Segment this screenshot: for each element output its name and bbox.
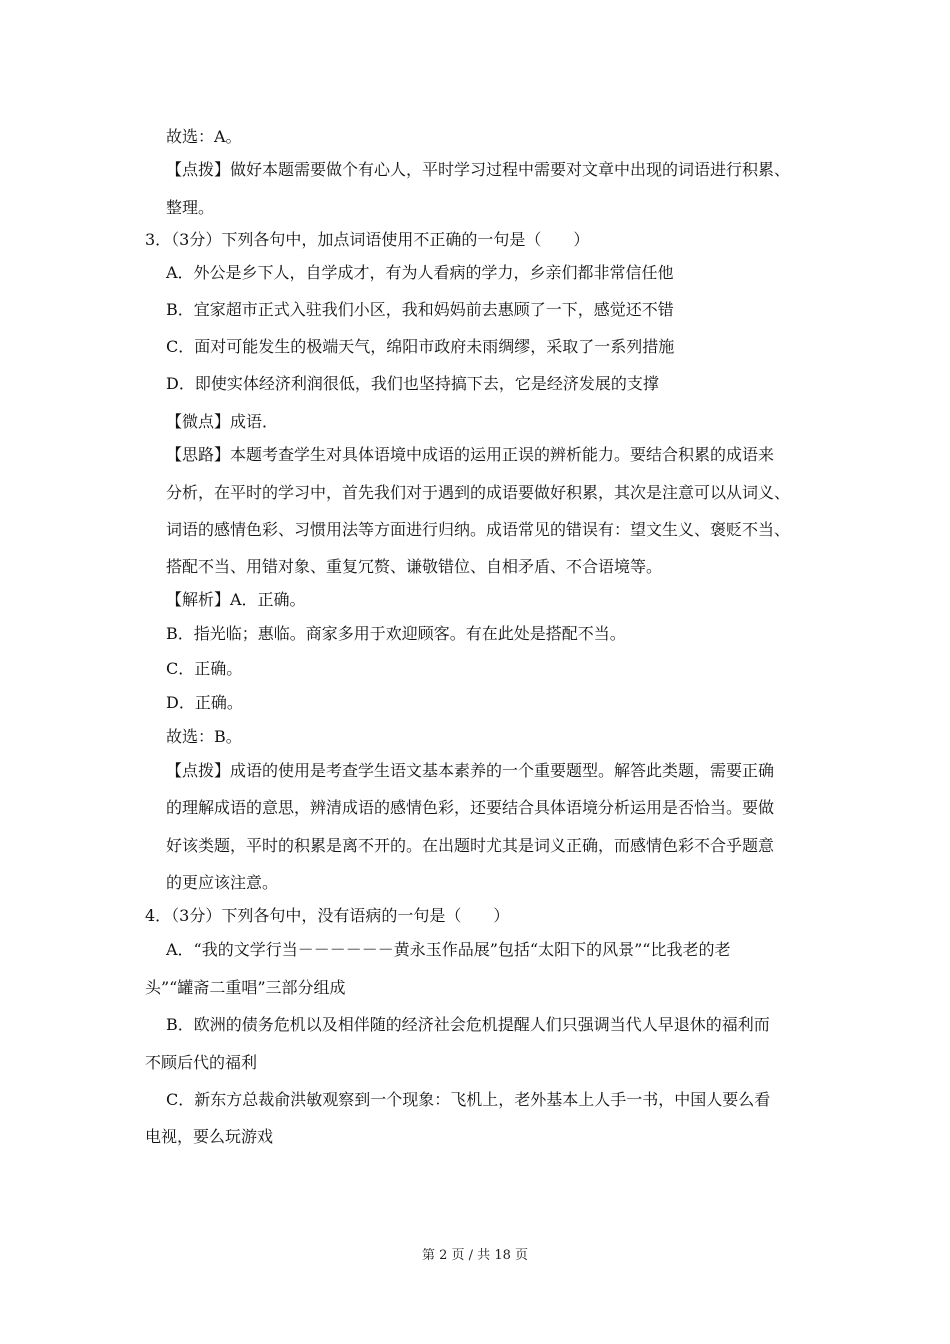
option-a: A．外公是乡下人，自学成才，有为人看病的学力，乡亲们都非常信任他: [166, 263, 674, 282]
page-footer: 第 2 页 / 共 18 页: [422, 1248, 528, 1263]
option-c-cont: 电视，要么玩游戏: [145, 1127, 274, 1146]
option-a-cont: 头”“罐斋二重唱”三部分组成: [145, 978, 346, 997]
text-line: 【解析】A．正确。: [166, 590, 306, 609]
option-a: A．“我的文学行当－－－－－－黄永玉作品展”包括“太阳下的风景”“比我老的老: [166, 940, 731, 959]
text-line: 好该类题，平时的积累是离不开的。在出题时尤其是词义正确，而感情色彩不合乎题意: [166, 836, 775, 855]
text-line: 的更应该注意。: [166, 873, 279, 892]
option-b: B．宜家超市正式入驻我们小区，我和妈妈前去惠顾了一下，感觉还不错: [166, 300, 674, 319]
option-c: C．新东方总裁俞洪敏观察到一个现象：飞机上，老外基本上人手一书，中国人要么看: [166, 1090, 771, 1109]
text-line: 搭配不当、用错对象、重复冗赘、谦敬错位、自相矛盾、不合语境等。: [166, 557, 663, 576]
text-line: 【点拨】做好本题需要做个有心人，平时学习过程中需要对文章中出现的词语进行积累、: [166, 160, 791, 179]
text-line: 的理解成语的意思，辨清成语的感情色彩，还要结合具体语境分析运用是否恰当。要做: [166, 798, 775, 817]
option-b: B．欧洲的债务危机以及相伴随的经济社会危机提醒人们只强调当代人早退休的福利而: [166, 1015, 770, 1034]
text-line: D．正确。: [166, 693, 243, 712]
text-line: 故选：B。: [166, 727, 242, 746]
text-line: 【点拨】成语的使用是考查学生语文基本素养的一个重要题型。解答此类题，需要正确: [166, 761, 775, 780]
text-line: 分析，在平时的学习中，首先我们对于遇到的成语要做好积累，其次是注意可以从词义、: [166, 483, 791, 502]
text-line: 词语的感情色彩、习惯用法等方面进行归纳。成语常见的错误有：望文生义、褒贬不当、: [166, 520, 791, 539]
text-line: 整理。: [166, 198, 215, 217]
text-line: C．正确。: [166, 659, 243, 678]
question-title: 4．（3分）下列各句中，没有语病的一句是（ ）: [145, 906, 510, 925]
text-line: B．指光临；惠临。商家多用于欢迎顾客。有在此处是搭配不当。: [166, 624, 626, 643]
text-line: 【思路】本题考查学生对具体语境中成语的运用正误的辨析能力。要结合积累的成语来: [166, 445, 775, 464]
question-title: 3．（3分）下列各句中，加点词语使用不正确的一句是（ ）: [145, 230, 590, 249]
text-line: 【微点】成语．: [166, 412, 279, 431]
option-d: D．即使实体经济利润很低，我们也坚持搞下去，它是经济发展的支撑: [166, 374, 659, 393]
option-b-cont: 不顾后代的福利: [145, 1053, 258, 1072]
text-line: 故选：A。: [166, 127, 242, 146]
option-c: C．面对可能发生的极端天气，绵阳市政府未雨绸缪，采取了一系列措施: [166, 337, 675, 356]
